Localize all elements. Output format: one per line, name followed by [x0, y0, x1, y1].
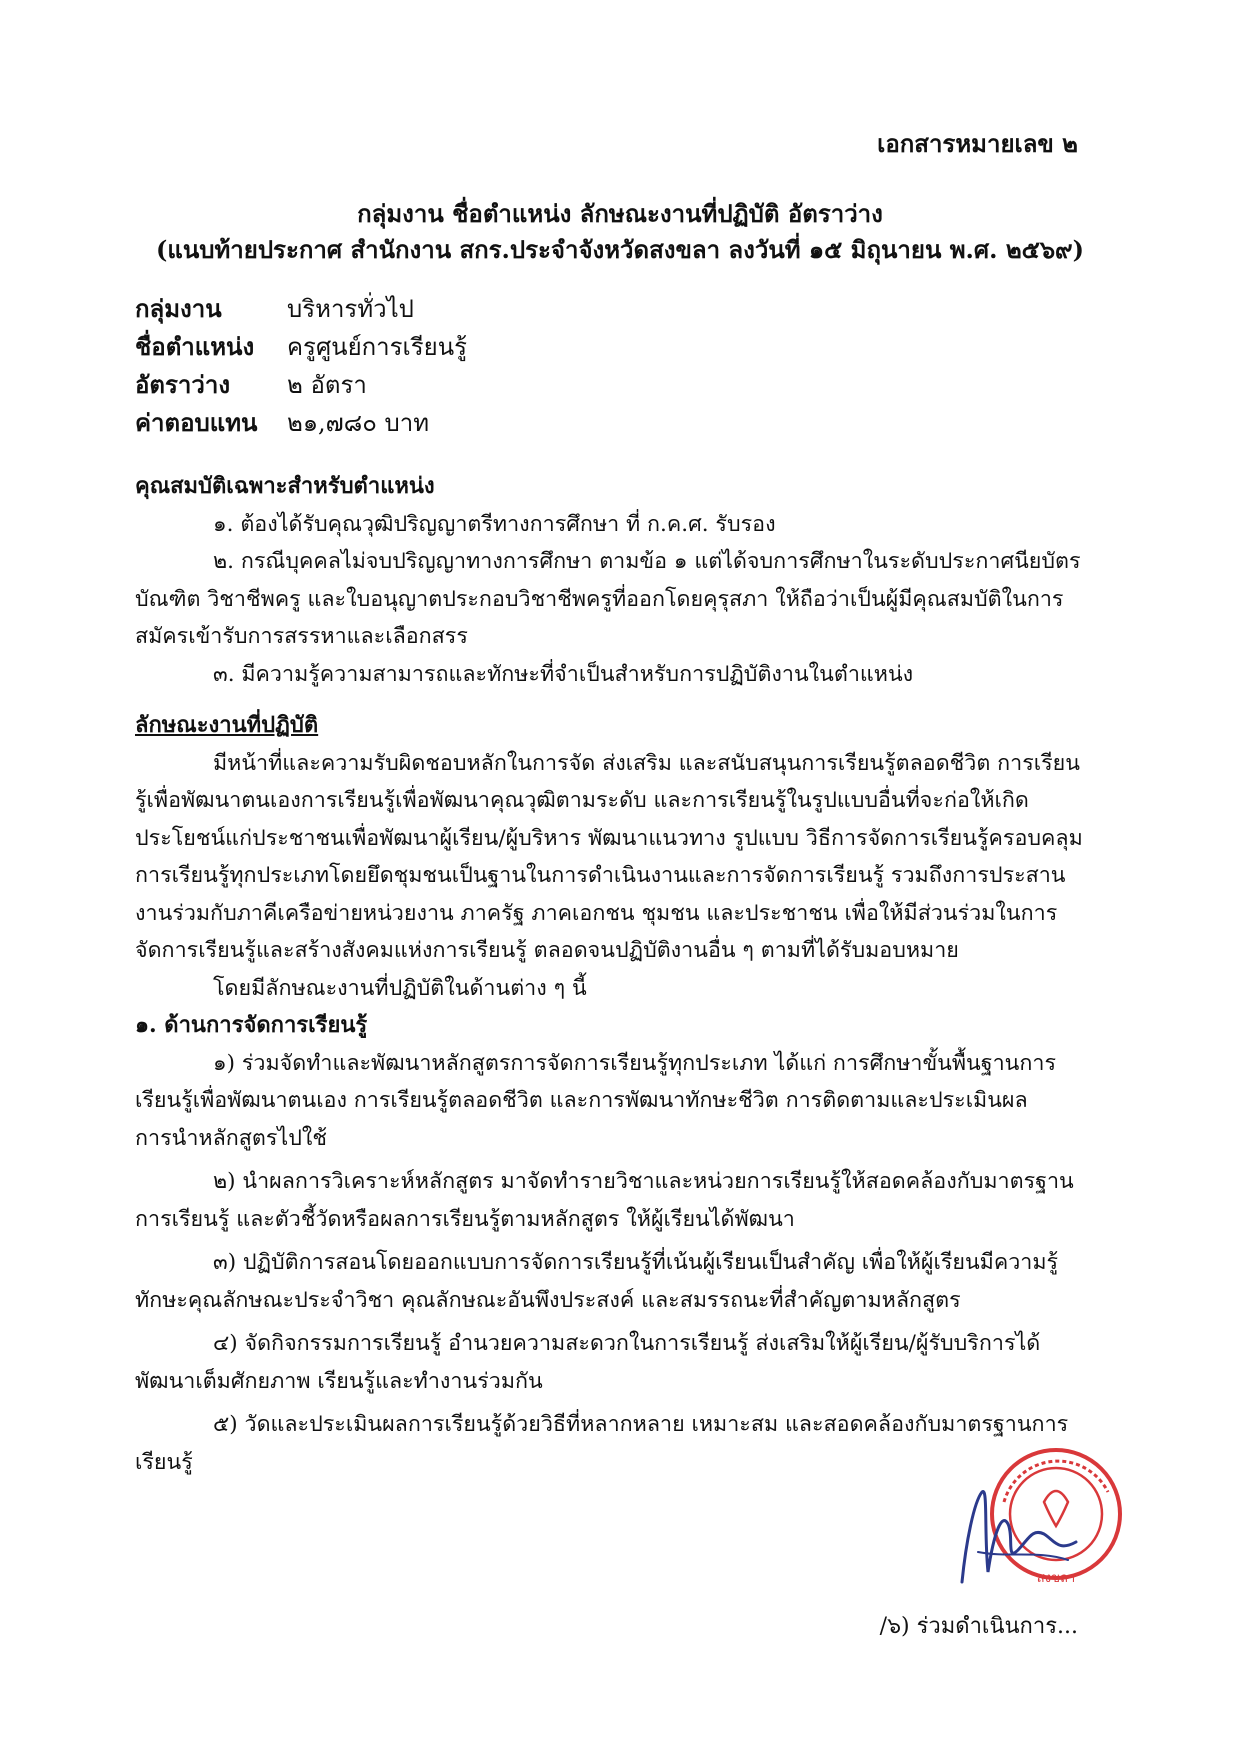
info-row-group — [135, 290, 467, 328]
group-value: บริหารทั่วไป — [287, 295, 414, 323]
group-label: กลุ่มงาน — [135, 294, 222, 323]
section-1-item: ๑) ร่วมจัดทำและพัฒนาหลักสูตรการจัดการเรียนรู้ทุกประเภท ได้แก่ การศึกษาขั้นพื้นฐานการเรียนรู้เพื่อพัฒนาตนเอง การเรียนรู้ตลอดชีวิต และการพัฒนาทักษะชีวิต การติดตามและประเมินผลการนำหลักสูตรไปใช้ — [135, 1050, 1057, 1151]
info-row-vacancy — [135, 366, 467, 404]
section-1-item: ๓) ปฏิบัติการสอนโดยออกแบบการจัดการเรียนรู้ที่เน้นผู้เรียนเป็นสำคัญ เพื่อให้ผู้เรียนมีความรู้ทักษะคุณลักษณะประจำวิชา คุณลักษณะอันพึงประสงค์ และสมรรถนะที่สำคัญตามหลักสูตร — [135, 1250, 1059, 1313]
section-1-item: ๕) วัดและประเมินผลการเรียนรู้ด้วยวิธีที่หลากหลาย เหมาะสม และสอดคล้องกับมาตรฐานการเรียนรู้ — [135, 1412, 1069, 1475]
continuation-footer: /๖) ร่วมดำเนินการ... — [879, 1614, 1078, 1639]
title-line-2: (แนบท้ายประกาศ สำนักงาน สกร.ประจำจังหวัดสงขลา ลงวันที่ ๑๕ มิถุนายน พ.ศ. ๒๕๖๙) — [156, 235, 1084, 264]
official-seal-stamp — [948, 1432, 1128, 1612]
info-row-pay — [135, 404, 467, 442]
qualification-item: ๑. ต้องได้รับคุณวุฒิปริญญาตรีทางการศึกษา ที่ ก.ค.ศ. รับรอง — [213, 511, 776, 537]
document-title — [100, 196, 1140, 268]
vacancy-label: อัตราว่าง — [135, 370, 231, 399]
vacancy-value: ๒ อัตรา — [287, 371, 367, 399]
position-label: ชื่อตำแหน่ง — [135, 332, 255, 361]
pay-label: ค่าตอบแทน — [135, 408, 258, 437]
section-1-item: ๔) จัดกิจกรรมการเรียนรู้ อำนวยความสะดวกในการเรียนรู้ ส่งเสริมให้ผู้เรียน/ผู้รับบริการได้พัฒนาเต็มศักยภาพ เรียนรู้และทำงานร่วมกัน — [135, 1331, 1041, 1394]
qualification-item: ๓. มีความรู้ความสามารถและทักษะที่จำเป็นสำหรับการปฏิบัติงานในตำแหน่ง — [213, 661, 914, 687]
document-number: เอกสารหมายเลข ๒ — [877, 129, 1078, 158]
section-1-item: ๒) นำผลการวิเคราะห์หลักสูตร มาจัดทำรายวิชาและหน่วยการเรียนรู้ให้สอดคล้องกับมาตรฐานการเรียนรู้ และตัวชี้วัดหรือผลการเรียนรู้ตามหลักสูตร ให้ผู้เรียนได้พัฒนา — [135, 1169, 1074, 1232]
qualifications-heading: คุณสมบัติเฉพาะสำหรับตำแหน่ง — [135, 473, 435, 499]
position-value: ครูศูนย์การเรียนรู้ — [287, 333, 467, 361]
document-body — [135, 468, 1085, 1481]
seal-emblem — [1044, 1491, 1068, 1526]
info-row-position — [135, 328, 467, 366]
section-1-heading: ๑. ด้านการจัดการเรียนรู้ — [135, 1012, 368, 1038]
seal-inner-ring — [1010, 1468, 1102, 1560]
duties-heading: ลักษณะงานที่ปฏิบัติ — [135, 712, 319, 738]
seal-bottom-text: สงขลา — [1036, 1571, 1076, 1586]
title-line-1: กลุ่มงาน ชื่อตำแหน่ง ลักษณะงานที่ปฏิบัติ อัตราว่าง — [357, 199, 883, 228]
position-info — [135, 290, 467, 442]
duties-intro: มีหน้าที่และความรับผิดชอบหลักในการจัด ส่งเสริม และสนับสนุนการเรียนรู้ตลอดชีวิต การเรียนรู้เพื่อพัฒนาตนเองการเรียนรู้เพื่อพัฒนาคุณวุฒิตามระดับ และการเรียนรู้ในรูปแบบอื่นที่จะก่อให้เกิดประโยชน์แก่ประชาชนเพื่อพัฒนาผู้เรียน/ผู้บริหาร พัฒนาแนวทาง รูปแบบ วิธีการจัดการเรียนรู้ครอบคลุมการเรียนรู้ทุกประเภทโดยยึดชุมชนเป็นฐานในการดำเนินงานและการจัดการเรียนรู้ รวมถึงการประสานงานร่วมกับภาคีเครือข่ายหน่วยงาน ภาครัฐ ภาคเอกชน ชุมชน และประชาชน เพื่อให้มีส่วนร่วมในการจัดการเรียนรู้และสร้างสังคมแห่งการเรียนรู้ ตลอดจนปฏิบัติงานอื่น ๆ ตามที่ได้รับมอบหมาย — [135, 750, 1083, 963]
duties-lead: โดยมีลักษณะงานที่ปฏิบัติในด้านต่าง ๆ นี้ — [213, 975, 587, 1001]
pay-value: ๒๑,๗๘๐ บาท — [287, 409, 430, 437]
qualification-item: ๒. กรณีบุคคลไม่จบปริญญาทางการศึกษา ตามข้อ ๑ แต่ได้จบการศึกษาในระดับประกาศนียบัตรบัณฑิต วิชาชีพครู และใบอนุญาตประกอบวิชาชีพครูที่ออกโดยคุรุสภา ให้ถือว่าเป็นผู้มีคุณสมบัติในการสมัครเข้ารับการสรรหาและเลือกสรร — [135, 549, 1081, 649]
